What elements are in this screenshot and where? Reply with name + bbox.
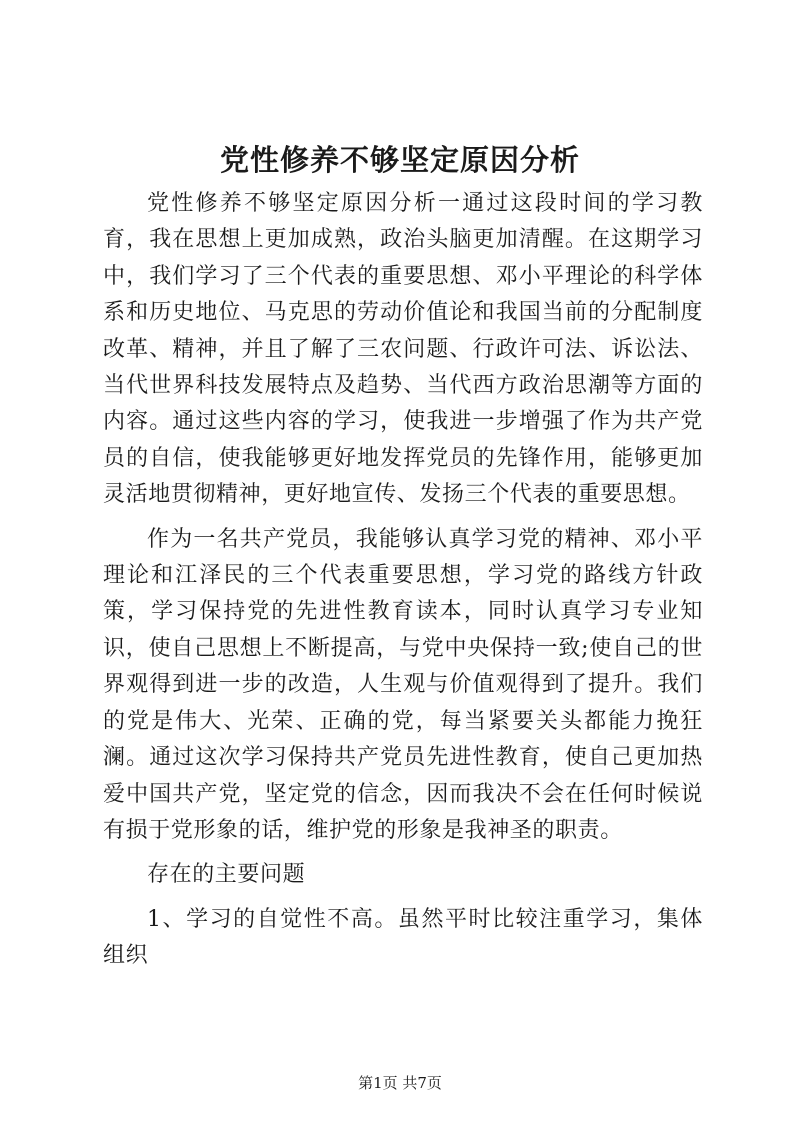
paragraph-intro: 党性修养不够坚定原因分析一通过这段时间的学习教育，我在思想上更加成熟，政治头脑更加清醒。在这期学习中，我们学习了三个代表的重要思想、邓小平理论的科学体系和历史地位、马克思的劳动价值论和我国当前的分配制度改革、精神，并且了解了三农问题、行政许可法、诉讼法、当代世界科技发展特点及趋势、当代西方政治思潮等方面的内容。通过这些内容的学习，使我进一步增强了作为共产党员的自信，使我能够更好地发挥党员的先锋作用，能够更加灵活地贯彻精神，更好地宣传、发扬三个代表的重要思想。: [103, 191, 703, 508]
section-heading-main-problems: 存在的主要问题: [147, 862, 306, 888]
paragraph-problem-1: 1、学习的自觉性不高。虽然平时比较注重学习，集体组织: [103, 906, 703, 969]
document-title: 党性修养不够坚定原因分析: [219, 143, 580, 177]
page-footer: 第1页 共7页: [358, 1074, 442, 1092]
document-body: [103, 186, 703, 975]
paragraph-party-member: 作为一名共产党员，我能够认真学习党的精神、邓小平理论和江泽民的三个代表重要思想，学习党的路线方针政策，学习保持党的先进性教育读本，同时认真学习专业知识，使自己思想上不断提高，与党中央保持一致;使自己的世界观得到进一步的改造，人生观与价值观得到了提升。我们的党是伟大、光荣、正确的党，每当紧要关头都能力挽狂澜。通过这次学习保持共产党员先进性教育，使自己更加热爱中国共产党，坚定党的信念，因而我决不会在任何时候说有损于党形象的话，维护党的形象是我神圣的职责。: [103, 526, 703, 843]
